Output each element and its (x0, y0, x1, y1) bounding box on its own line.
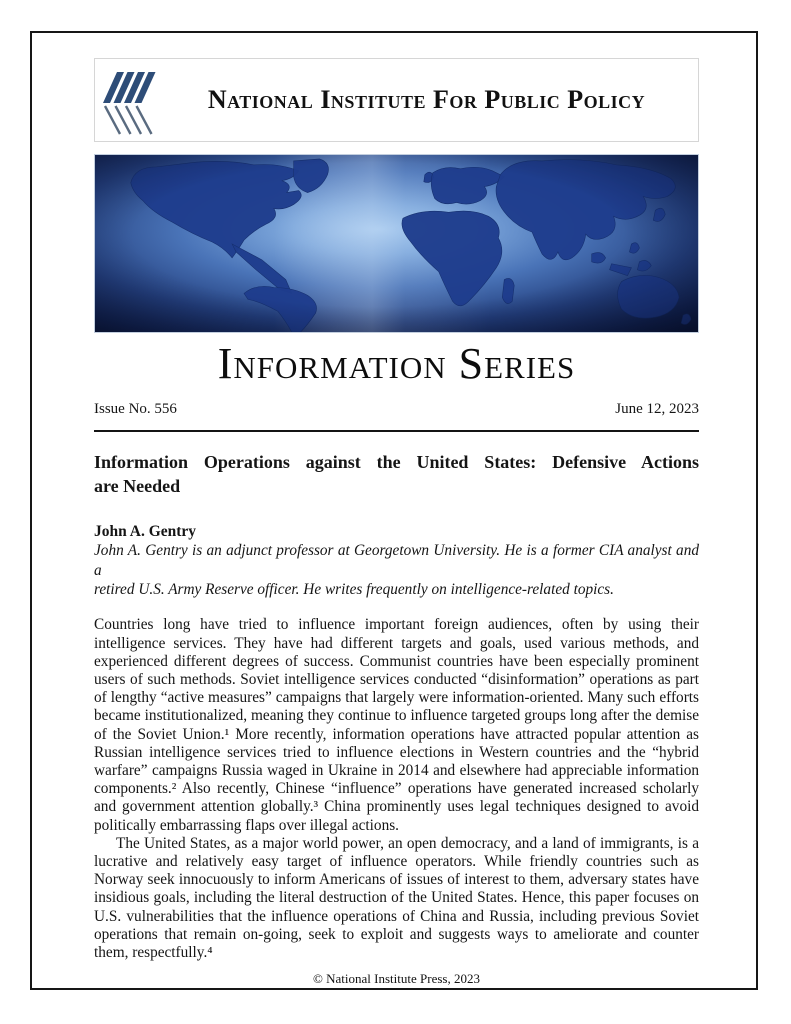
footer-copyright: © National Institute Press, 2023 (313, 971, 480, 987)
issue-number: Issue No. 556 (94, 400, 177, 417)
world-map-image (95, 155, 698, 332)
masthead (94, 58, 699, 142)
page-border-frame (30, 31, 758, 990)
article-title-line-1: Information Operations against the United States: Defensive Actions (94, 451, 699, 472)
author-bio-line-2: retired U.S. Army Reserve officer. He writes frequently on intelligence-related topics. (94, 581, 614, 598)
series-title: Information Series (217, 339, 576, 388)
body-paragraph-2: The United States, as a major world power, an open democracy, and a land of immigrants, is a lucrative and relatively easy target of influence operators. While friendly countries such as Norway seek innocuously to inform Americans of issues of interest to them, adversary states have insidious goals, including the literal destruction of the United States. Hence, this paper focuses on U.S. vulnerabilities that the influence operations of China and Russia, including previous Soviet operations that remain on-going, seek to exploit and suggests ways to ameliorate and counter them, respectfully.⁴ (94, 834, 699, 962)
divider-rule (94, 430, 699, 432)
author-bio-line-1: John A. Gentry is an adjunct professor at Georgetown University. He is a former CIA analyst and a (94, 542, 699, 579)
issue-row (94, 401, 699, 418)
body-paragraph-1: Countries long have tried to influence important foreign audiences, often by using their intelligence services. They have had different targets and goals, used various methods, and experienced different degrees of success. Communist countries have been especially prominent users of such methods. Soviet intelligence services conducted “disinformation” operations as part of lengthy “active measures” campaigns that largely were information-oriented. Many such efforts became institutionalized, meaning they continue to influence targeted groups long after the demise of the Soviet Union.¹ More recently, information operations have attracted popular attention as Russian intelligence services tried to influence elections in Western countries and the “hybrid warfare” campaigns Russia waged in Ukraine in 2014 and elsewhere had appreciable information components.² Also recently, Chinese “influence” operations have generated increased scholarly and government attention globally.³ China prominently uses legal techniques designed to avoid politically embarrassing flaps over illegal actions. (94, 616, 699, 834)
issue-date: June 12, 2023 (615, 400, 699, 417)
article-title-line-2: are Needed (94, 475, 181, 496)
page-content (32, 33, 756, 988)
author-name: John A. Gentry (94, 522, 197, 540)
nipp-logo-icon (101, 63, 165, 137)
author-bio (94, 541, 699, 599)
article-title (94, 451, 699, 499)
world-map-banner (94, 154, 699, 333)
org-name: National Institute For Public Policy (207, 85, 646, 114)
